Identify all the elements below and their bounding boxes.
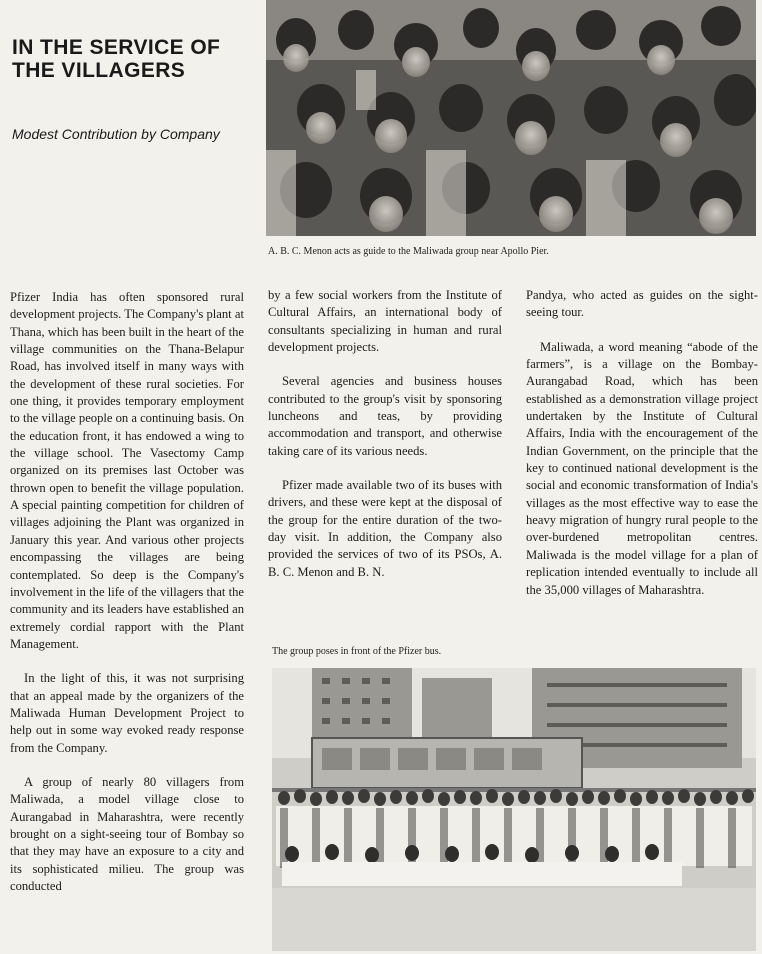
col3-paragraph-1: Pandya, who acted as guides on the sight-seeing tour. <box>526 288 758 320</box>
col2-paragraph-3: Pfizer made available two of its buses with drivers, and these were kept at the disposal of the group for the entire duration of the two-day visit. In addition, the Company also provided the services of two of its PSOs, A. B. C. Menon and B. N. <box>268 478 502 579</box>
article-column-1 <box>10 289 244 912</box>
article-subhead: Modest Contribution by Company <box>12 126 220 142</box>
col2-paragraph-1: by a few social workers from the Institute of Cultural Affairs, an international body of consultants specializing in human and rural development projects. <box>268 288 502 355</box>
group-photo-image <box>272 668 756 951</box>
crowd-photo <box>266 0 756 236</box>
article-headline: IN THE SERVICE OF THE VILLAGERS <box>12 36 221 82</box>
crowd-photo-caption: A. B. C. Menon acts as guide to the Maliwada group near Apollo Pier. <box>268 246 549 257</box>
col2-paragraph-2: Several agencies and business houses contributed to the group's visit by sponsoring luncheons and teas, by providing accommodation and transport, and otherwise taking care of its various needs. <box>268 374 502 458</box>
col1-paragraph-3: A group of nearly 80 villagers from Maliwada, a model village close to Aurangabad in Maharashtra, were recently brought on a sight-seeing tour of Bombay so that they may have an exposure to a city and its sophisticated milieu. The group was conducted <box>10 774 244 893</box>
col1-paragraph-1: Pfizer India has often sponsored rural development projects. The Company's plant at Thana, which has been built in the heart of the village communities on the Thana-Belapur Road, has involved itself in many ways with the development of these rural societies. For one thing, it provides temporary employment to the village people on a continuing basis. On the education front, it has endowed a wing to the village school. The Vasectomy Camp organized on its premises last October was thrown open to benefit the village population. A special painting competition for children of villages adjoining the Plant was organized in January this year. And various other projects encompassing the villages are being contemplated. So deep is the Company's involvement in the life of the villagers that the community and its leaders have established an extremely cordial rapport with the Plant Management. <box>10 290 244 651</box>
article-column-2 <box>268 287 502 598</box>
group-photo-caption: The group poses in front of the Pfizer bus. <box>272 646 442 657</box>
col3-paragraph-2: Maliwada, a word meaning “abode of the farmers”, is a village on the Bombay-Aurangabad Road, which has been established as a demonstration village project undertaken by the Institute of Cultural Affairs, India with the encouragement of the Indian Government, on the principle that the key to continued national development is the social and economic transformation of India's villages as the most effective way to ease the heavy migration of hungry rural people to the over-burdened metropolitan centres. Maliwada is the model village for a plan of replication intended eventually to include all the 35,000 villages of Maharashtra. <box>526 339 758 597</box>
article-column-3 <box>526 287 758 616</box>
crowd-photo-image <box>266 0 756 236</box>
group-photo <box>272 668 756 951</box>
col1-paragraph-2: In the light of this, it was not surprising that an appeal made by the organizers of the Maliwada Human Development Project to help out in some way evoked ready response from the Company. <box>10 671 244 755</box>
